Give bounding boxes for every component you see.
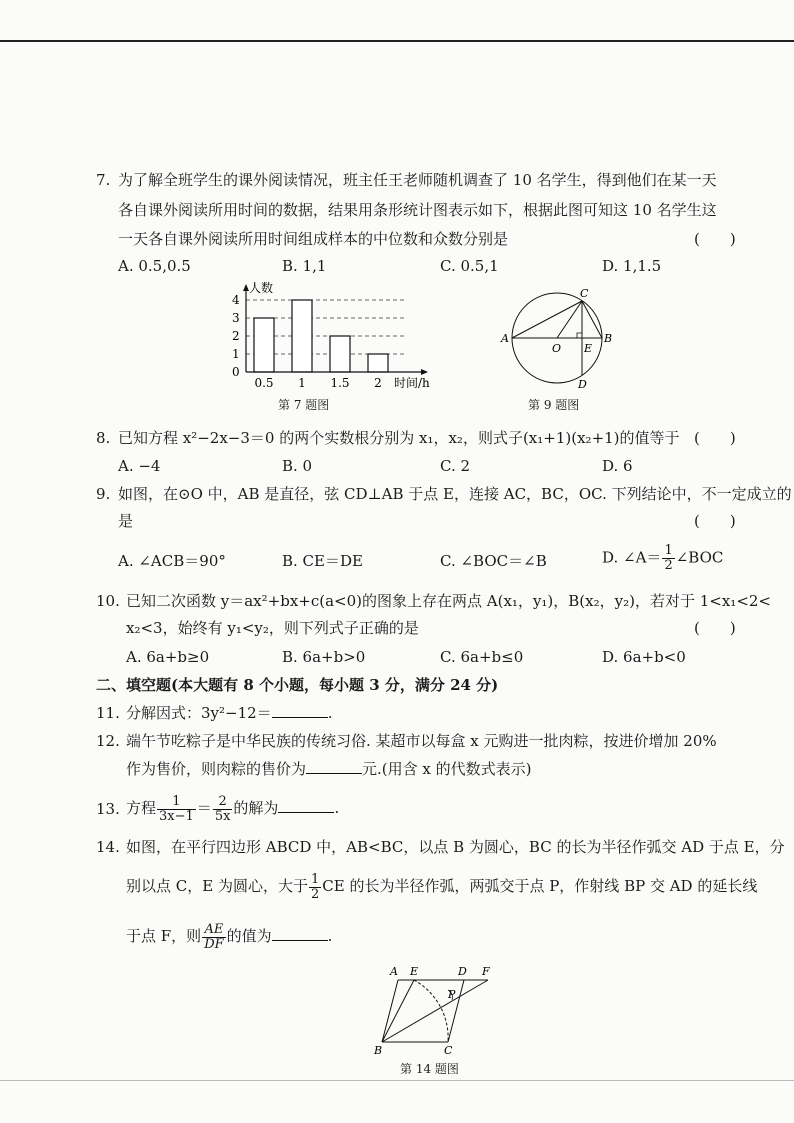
point-b-label: B (604, 332, 613, 345)
arc-ce (414, 980, 448, 1042)
q12-line-1: 端午节吃粽子是中华民族的传统习俗. 某超市以每盒 x 元购进一批肉粽，按进价增加 20% (126, 732, 717, 750)
q10-option-c: C. 6a+b≤0 (440, 648, 524, 666)
point-c-label: C (580, 287, 589, 300)
fraction-one-half (662, 544, 674, 573)
q7-option-a: A. 0.5,0.5 (118, 257, 191, 275)
q14-line-1: 如图，在平行四边形 ABCD 中，AB<BC，以点 B 为圆心，BC 的长为半径作弧交 AD 于点 E，分 (126, 838, 785, 856)
q9-option-c: C. ∠BOC＝∠B (440, 552, 547, 570)
q10-line-1: 已知二次函数 y＝ax²+bx+c(a<0)的图象上存在两点 A(x₁，y₁)，B(x₂，y₂)，若对于 1<x₁<2< (126, 592, 772, 610)
point-b-label: B (374, 1044, 383, 1057)
q7-line-2: 各自课外阅读所用时间的数据，结果用条形统计图表示如下，根据此图可知这 10 名学生这 (118, 201, 717, 219)
top-rule (0, 40, 794, 42)
q10-option-b: B. 6a+b>0 (282, 648, 366, 666)
point-a-label: A (390, 965, 398, 978)
q7-option-d: D. 1,1.5 (602, 257, 662, 275)
bar-1 (292, 300, 312, 372)
fraction-denominator: 3x−1 (159, 808, 194, 824)
bar-1.5 (330, 336, 350, 372)
q11-prompt: 分解因式：3y²−12＝ (126, 704, 272, 722)
point-d-label: D (458, 965, 467, 978)
segment-oc (557, 301, 582, 338)
y-tick-label: 0 (232, 365, 240, 379)
q9-answer-paren: ( ) (694, 512, 736, 530)
q8-option-d: D. 6 (602, 457, 633, 475)
q9-option-d-prefix: D. ∠A＝ (602, 548, 662, 567)
fraction-denominator: 2 (310, 886, 320, 902)
q12-prompt: 作为售价，则肉粽的售价为 (126, 760, 307, 778)
fraction-denominator: DF (204, 936, 224, 952)
q8-text: 已知方程 x²−2x−3＝0 的两个实数根分别为 x₁，x₂，则式子(x₁+1)(x₂+1)的值等于 (118, 429, 680, 447)
x-tick-label: 2 (374, 376, 382, 390)
fraction-denominator: 5x (214, 808, 231, 824)
q10-option-d: D. 6a+b<0 (602, 648, 686, 666)
q14-line-2-prefix: 别以点 C，E 为圆心，大于 (126, 877, 308, 895)
q8-option-b: B. 0 (282, 457, 313, 475)
q14-answer-blank[interactable] (272, 926, 328, 941)
q7-answer-paren: ( ) (694, 230, 736, 248)
point-p-label: P (448, 988, 456, 1001)
q7-line-3: 一天各自课外阅读所用时间组成样本的中位数和众数分别是 (118, 230, 509, 248)
q13-equals: ＝ (196, 799, 212, 817)
q7-number: 7. (96, 171, 111, 189)
q13-answer-blank[interactable] (278, 798, 334, 813)
q12-number: 12. (96, 732, 120, 750)
q10-number: 10. (96, 592, 120, 610)
fraction-ae-over-df (202, 923, 225, 952)
q9-option-d-suffix: ∠BOC (675, 548, 724, 567)
q9-option-d (602, 544, 723, 573)
x-axis-arrow (421, 369, 428, 375)
q8-option-a: A. −4 (118, 457, 161, 475)
x-axis-label: 时间/h (394, 376, 430, 390)
bar-0.5 (254, 318, 274, 372)
q10-answer-paren: ( ) (694, 619, 736, 637)
q14-line-2 (126, 868, 757, 904)
q7-option-c: C. 0.5,1 (440, 257, 499, 275)
q9-option-b: B. CE＝DE (282, 552, 363, 570)
q13-fraction-right (213, 795, 233, 824)
right-angle-mark (577, 333, 582, 338)
x-tick-label: 1 (298, 376, 306, 390)
point-e-label: E (584, 342, 593, 355)
q11-text (126, 703, 332, 723)
bottom-rule (0, 1080, 794, 1081)
q9-line-2: 是 (118, 512, 134, 530)
q8-answer-paren: ( ) (694, 429, 736, 447)
q7-option-b: B. 1,1 (282, 257, 327, 275)
point-f-label: F (482, 965, 490, 978)
figure-9-circle-diagram (500, 280, 620, 400)
fraction-numerator: 2 (213, 795, 233, 810)
x-tick-label: 1.5 (330, 376, 350, 390)
y-axis-label: 人数 (249, 281, 274, 295)
y-tick-label: 4 (232, 293, 240, 307)
q10-option-a: A. 6a+b≥0 (126, 648, 210, 666)
q8-option-c: C. 2 (440, 457, 471, 475)
q13-period: . (334, 799, 340, 817)
q11-number: 11. (96, 704, 120, 722)
q13-number: 13. (96, 800, 120, 818)
q14-line-3-prefix: 于点 F，则 (126, 927, 202, 945)
y-tick-label: 1 (232, 347, 240, 361)
fraction-numerator: AE (202, 923, 225, 938)
q14-line-3 (126, 918, 332, 954)
fraction-numerator: 1 (664, 543, 673, 558)
q12-suffix: 元.(用含 x 的代数式表示) (362, 760, 532, 778)
figure-9-caption: 第 9 题图 (528, 398, 580, 412)
q12-answer-blank[interactable] (306, 759, 362, 774)
segment-bc (582, 301, 602, 338)
q10-line-2: x₂<3，始终有 y₁<y₂，则下列式子正确的是 (126, 619, 419, 637)
q13-prefix: 方程 (126, 799, 157, 817)
point-d-label: D (578, 378, 587, 391)
segment-ac (512, 301, 582, 338)
q9-number: 9. (96, 485, 111, 503)
figure-7-bar-chart (226, 276, 446, 394)
y-tick-label: 2 (232, 329, 240, 343)
q9-line-1: 如图，在⊙O 中，AB 是直径，弦 CD⊥AB 于点 E，连接 AC，BC，OC. 下列结论中，不一定成立的 (118, 485, 792, 503)
fraction-denominator: 2 (664, 558, 673, 573)
y-tick-label: 3 (232, 311, 240, 325)
section-fill-in-blank-heading: 二、填空题(本大题有 8 个小题，每小题 3 分，满分 24 分) (96, 676, 499, 694)
q9-option-a: A. ∠ACB＝90° (118, 552, 226, 570)
figure-14-parallelogram-diagram (370, 962, 510, 1062)
x-tick-label: 0.5 (254, 376, 274, 390)
figure-14-caption: 第 14 题图 (400, 1062, 459, 1076)
side-ab (382, 980, 398, 1042)
point-o-label: O (552, 342, 562, 355)
bar-2 (368, 354, 388, 372)
figure-7-caption: 第 7 题图 (278, 398, 330, 412)
q13-suffix: 的解为 (233, 799, 279, 817)
fraction-numerator: 1 (310, 871, 320, 887)
q7-line-1: 为了解全班学生的课外阅读情况，班主任王老师随机调查了 10 名学生，得到他们在某一天 (118, 171, 717, 189)
point-a-label: A (501, 332, 509, 345)
q14-line-2-suffix: CE 的长为半径作弧，两弧交于点 P，作射线 BP 交 AD 的延长线 (322, 877, 758, 895)
q13-fraction-left (157, 795, 196, 824)
q14-number: 14. (96, 838, 120, 856)
x-tick-labels (254, 376, 381, 390)
q13-text (126, 790, 339, 826)
q14-period: . (327, 927, 333, 945)
point-c-label: C (444, 1044, 453, 1057)
q14-line-3-suffix: 的值为 (226, 927, 272, 945)
q11-answer-blank[interactable] (272, 703, 328, 718)
fraction-numerator: 1 (157, 795, 196, 810)
q8-number: 8. (96, 429, 111, 447)
point-e-label: E (410, 965, 419, 978)
q11-period: . (327, 704, 333, 722)
fraction-one-half (309, 873, 321, 902)
y-tick-labels (232, 293, 240, 379)
q12-line-2 (126, 759, 531, 779)
